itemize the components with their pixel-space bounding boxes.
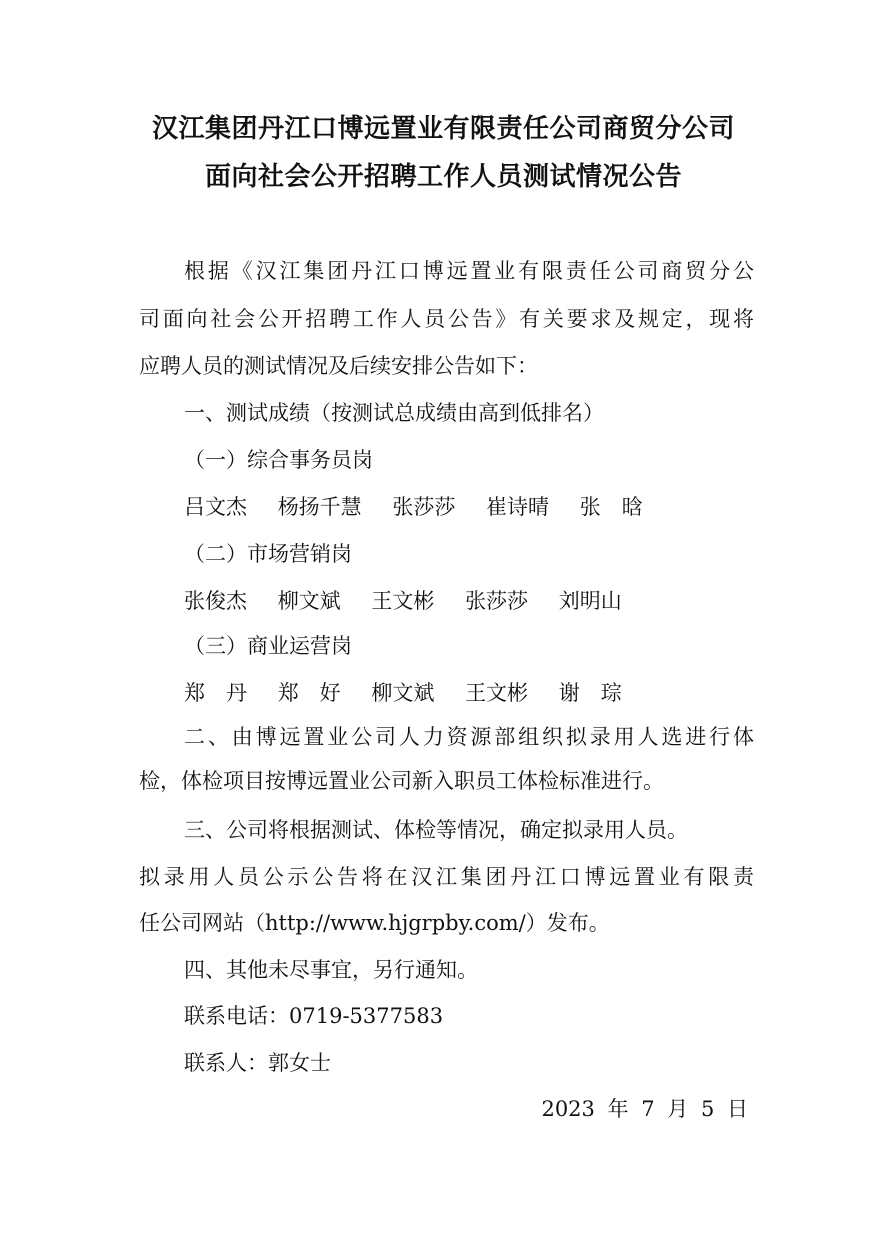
- group2-names: [184, 591, 754, 612]
- section2-line-1: 二、由博远置业公司人力资源部组织拟录用人选进行体: [184, 725, 754, 749]
- candidate-name: 郑好: [277, 681, 362, 705]
- candidate-name: 刘明山: [558, 589, 622, 613]
- contact-phone: 联系电话：0719-5377583: [184, 1004, 444, 1028]
- intro-line-2: 司面向社会公开招聘工作人员公告》有关要求及规定，现将: [139, 307, 754, 331]
- candidate-name: 崔诗晴: [486, 495, 550, 519]
- section3-line-3: 任公司网站（http://www.hjgrpby.com/）发布。: [139, 911, 610, 935]
- candidate-name: 王文彬: [371, 589, 435, 613]
- candidate-name: 杨扬千慧: [277, 495, 362, 519]
- candidate-name: 张莎莎: [465, 589, 529, 613]
- candidate-name: 柳文斌: [371, 681, 435, 705]
- group2-heading: （二）市场营销岗: [184, 542, 352, 566]
- intro-line-3: 应聘人员的测试情况及后续安排公告如下：: [139, 354, 538, 378]
- intro-line-1: 根据《汉江集团丹江口博远置业有限责任公司商贸分公: [184, 259, 754, 283]
- notice-date: 2023 年 7 月 5 日: [541, 1097, 748, 1121]
- candidate-name: 张莎莎: [392, 495, 456, 519]
- group1-names: [184, 497, 754, 518]
- contact-person: 联系人：郭女士: [184, 1051, 331, 1075]
- group3-names: [184, 683, 754, 704]
- section3-line-2: 拟录用人员公示公告将在汉江集团丹江口博远置业有限责: [139, 865, 754, 889]
- notice-title-line-1: 汉江集团丹江口博远置业有限责任公司商贸分公司: [151, 114, 735, 144]
- candidate-name: 张俊杰: [184, 589, 247, 613]
- candidate-name: 王文彬: [465, 681, 529, 705]
- candidate-name: 谢琮: [558, 681, 643, 705]
- section1-heading: 一、测试成绩（按测试总成绩由高到低排名）: [184, 401, 604, 425]
- section2-line-2: 检，体检项目按博远置业公司新入职员工体检标准进行。: [139, 769, 664, 793]
- group3-heading: （三）商业运营岗: [184, 634, 352, 658]
- candidate-name: 柳文斌: [277, 589, 341, 613]
- section3-line-1: 三、公司将根据测试、体检等情况，确定拟录用人员。: [184, 818, 688, 842]
- candidate-name: 郑丹: [184, 681, 268, 705]
- candidate-name: 吕文杰: [184, 495, 247, 519]
- candidate-name: 张晗: [579, 495, 664, 519]
- group1-heading: （一）综合事务员岗: [184, 448, 373, 472]
- section4-line: 四、其他未尽事宜，另行通知。: [184, 958, 478, 982]
- notice-title-line-2: 面向社会公开招聘工作人员测试情况公告: [204, 162, 682, 192]
